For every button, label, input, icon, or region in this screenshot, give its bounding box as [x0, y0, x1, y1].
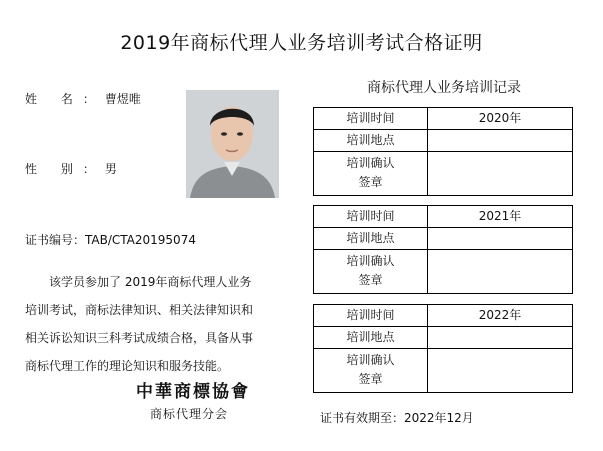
confirm-label-line: 培训确认	[346, 254, 395, 268]
training-time-row	[314, 108, 572, 130]
training-year: 2022年	[478, 308, 522, 322]
validity-date: 证书有效期至：2022年12月	[320, 411, 474, 425]
training-place-label: 培训地点	[314, 327, 428, 348]
training-place-row	[314, 228, 572, 250]
confirm-label-line: 培训确认	[346, 156, 395, 170]
training-place-row	[314, 130, 572, 152]
training-time-label: 培训时间	[314, 108, 428, 129]
confirm-label-line: 签章	[358, 175, 383, 189]
statement-line: 相关诉讼知识三科考试成绩合格，具备从事	[25, 331, 254, 345]
training-place-row	[314, 327, 572, 349]
certificate-title: 2019年商标代理人业务培训考试合格证明	[120, 32, 483, 54]
id-photo	[186, 90, 279, 198]
gender-field	[25, 160, 117, 177]
training-time-label: 培训时间	[314, 305, 428, 326]
training-year: 2021年	[478, 209, 522, 223]
training-confirm-row	[314, 152, 572, 195]
certificate-number-field	[25, 231, 196, 248]
confirm-label-line: 签章	[358, 372, 383, 386]
certificate-number-label: 证书编号：	[25, 233, 86, 247]
training-confirm-row	[314, 250, 572, 293]
statement-line: 该学员参加了 2019年商标代理人业务	[49, 275, 252, 289]
training-confirm-label	[314, 152, 428, 195]
training-record-block	[313, 107, 573, 196]
training-confirm-row	[314, 349, 572, 392]
training-record-block	[313, 304, 573, 393]
training-time-row	[314, 206, 572, 228]
name-field	[25, 90, 141, 107]
training-confirm-value	[428, 152, 572, 195]
statement-line: 培训考试，商标法律知识、相关法律知识和	[25, 303, 254, 317]
training-place-label: 培训地点	[314, 130, 428, 151]
training-confirm-value	[428, 349, 572, 392]
portrait-image	[186, 90, 279, 198]
training-year: 2020年	[478, 111, 522, 125]
training-place-label: 培训地点	[314, 228, 428, 249]
gender-label: 性 别：	[25, 162, 105, 176]
training-place-value	[428, 130, 572, 151]
training-confirm-label	[314, 349, 428, 392]
training-place-value	[428, 228, 572, 249]
confirm-label-line: 培训确认	[346, 353, 395, 367]
association-seal: 中華商標協會	[136, 382, 250, 402]
training-record-block	[313, 205, 573, 294]
name-label: 姓 名：	[25, 92, 105, 106]
name-value: 曹煜唯	[104, 92, 141, 106]
certificate-number-value: TAB/CTA20195074	[85, 233, 196, 247]
training-time-label: 培训时间	[314, 206, 428, 227]
certificate-statement	[25, 268, 285, 380]
statement-line: 商标代理工作的理论知识和服务技能。	[25, 359, 230, 373]
training-confirm-label	[314, 250, 428, 293]
confirm-label-line: 签章	[358, 273, 383, 287]
training-place-value	[428, 327, 572, 348]
gender-value: 男	[104, 162, 117, 176]
record-title: 商标代理人业务培训记录	[367, 80, 521, 96]
association-branch: 商标代理分会	[150, 407, 229, 421]
training-time-row	[314, 305, 572, 327]
training-confirm-value	[428, 250, 572, 293]
